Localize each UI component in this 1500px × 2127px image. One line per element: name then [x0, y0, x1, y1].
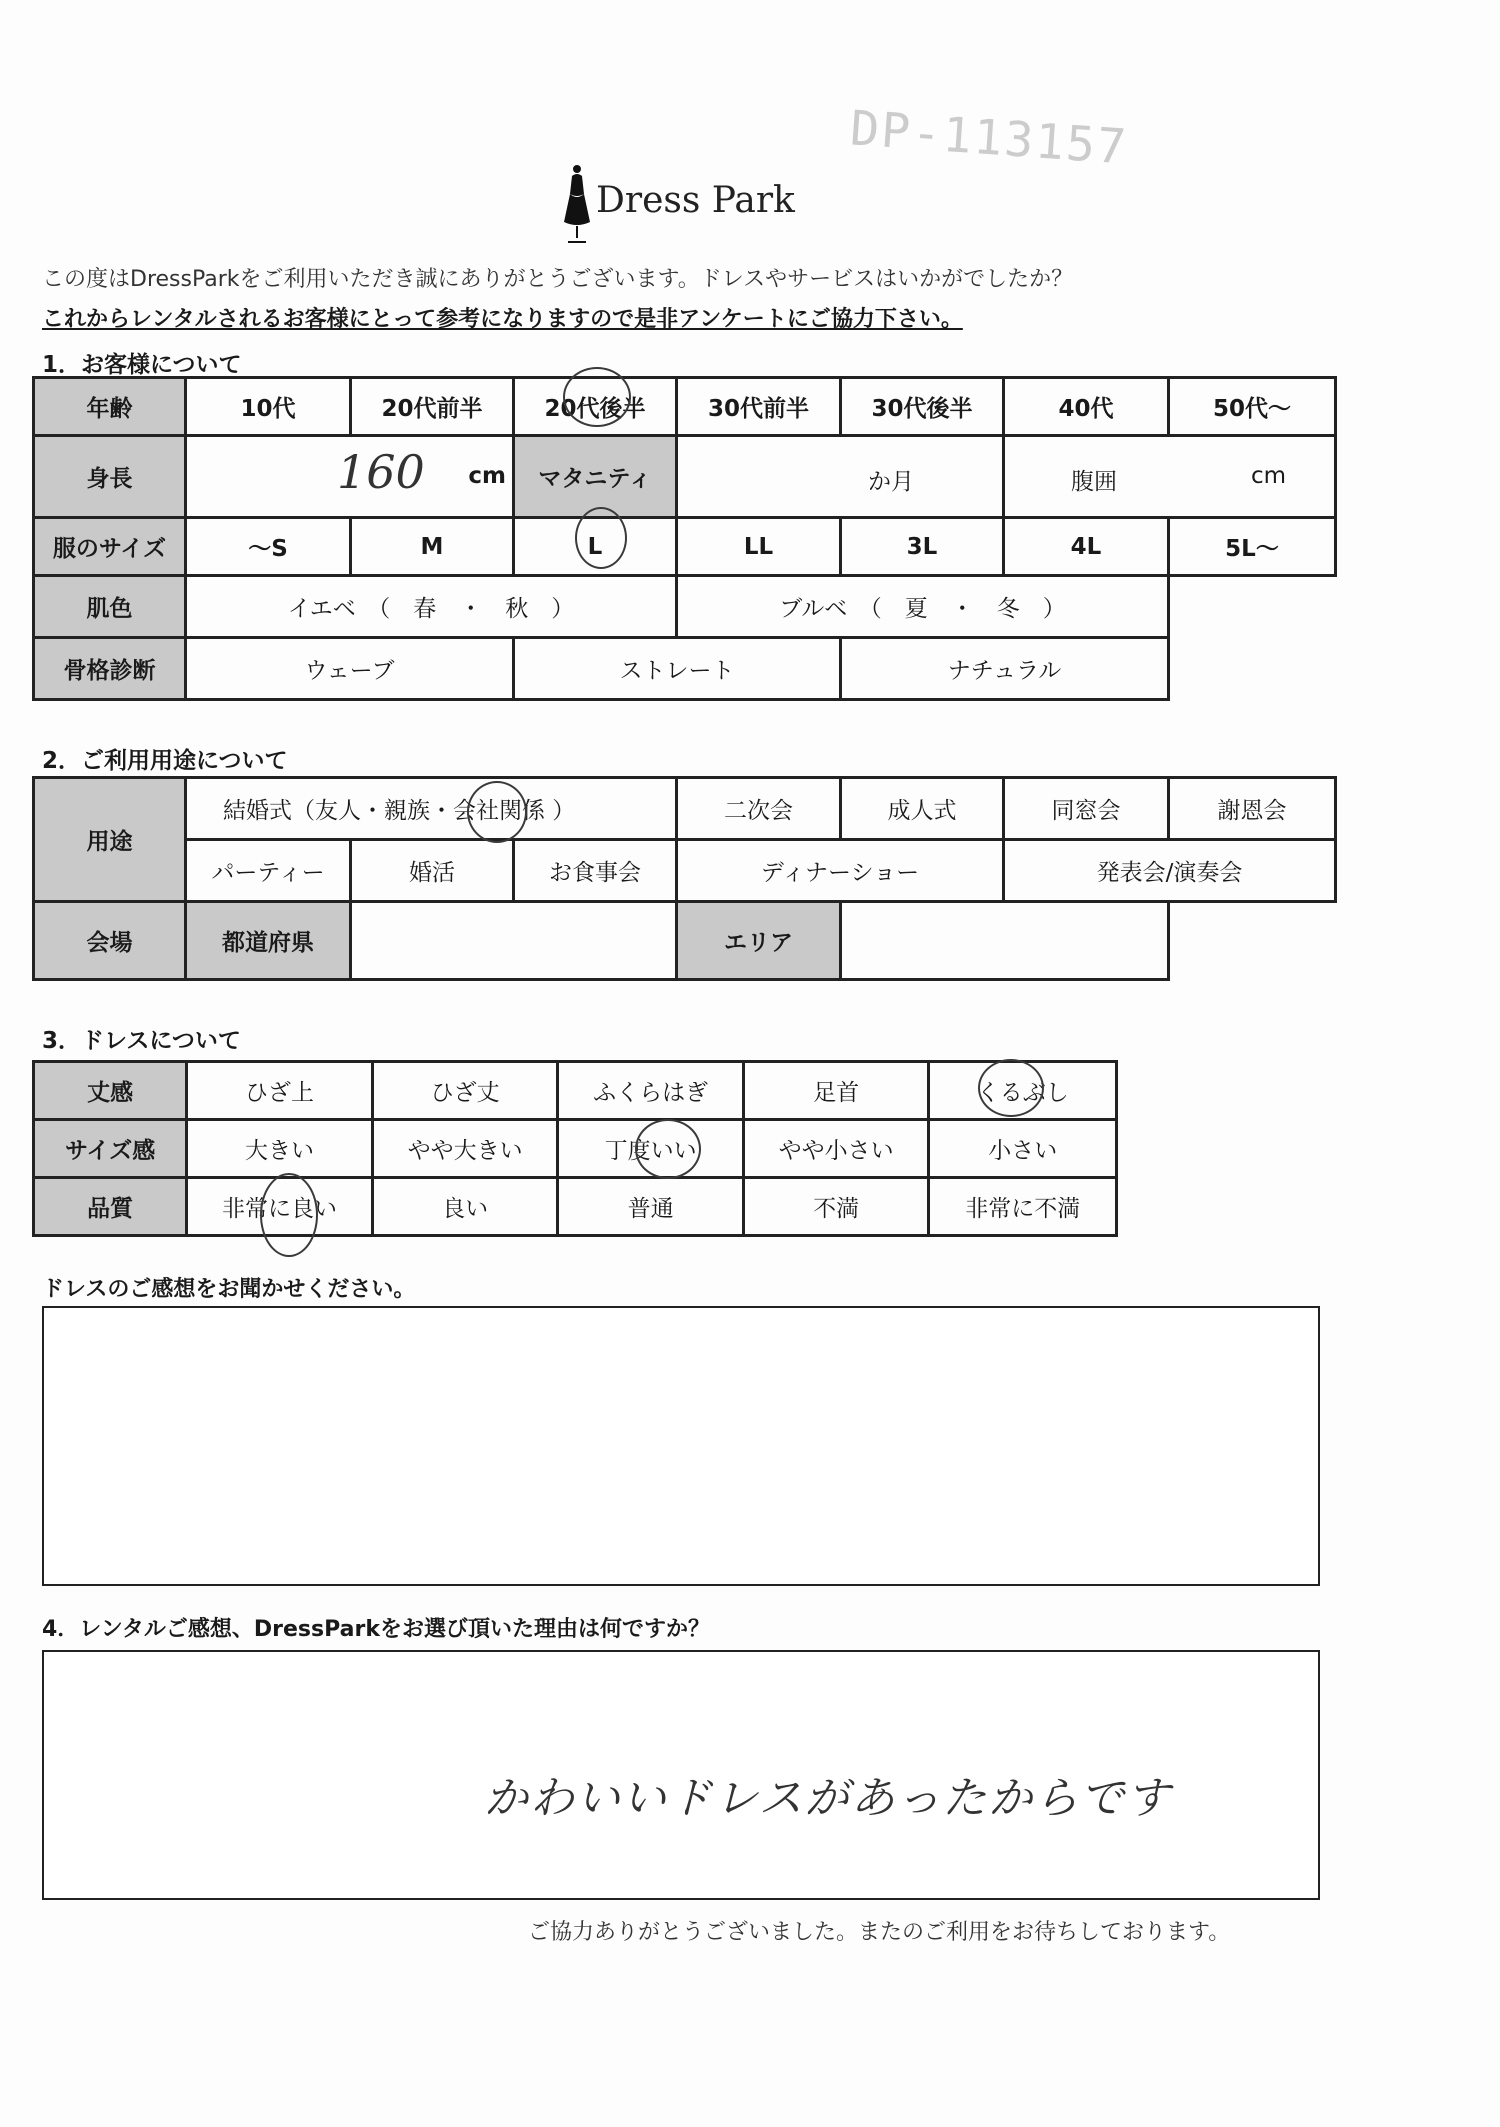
size-option-selected[interactable] — [514, 518, 677, 576]
wedding-label: 結婚式（ — [223, 798, 315, 824]
fit-option[interactable]: やや大きい — [372, 1120, 558, 1178]
size-option[interactable]: 3L — [841, 518, 1004, 576]
usage-row-1 — [34, 778, 1336, 840]
maternity-label: マタニティ — [514, 436, 677, 518]
length-row — [34, 1062, 1117, 1120]
length-option[interactable]: ひざ上 — [187, 1062, 373, 1120]
usage-option[interactable]: 同窓会 — [1004, 778, 1169, 840]
wedding-option[interactable] — [186, 778, 677, 840]
size-row — [34, 518, 1336, 576]
usage-option[interactable]: パーティー — [186, 840, 351, 902]
age-option-selected[interactable] — [514, 378, 677, 436]
length-option[interactable]: 足首 — [743, 1062, 929, 1120]
skin-label: 肌色 — [34, 576, 186, 638]
length-label: 丈感 — [34, 1062, 187, 1120]
quality-option-label: 非常に良い — [222, 1196, 338, 1222]
age-option-label: 20代後半 — [544, 396, 646, 422]
quality-option[interactable]: 不満 — [743, 1178, 929, 1236]
height-value: 160 — [337, 445, 425, 499]
age-label: 年齢 — [34, 378, 186, 436]
skin-blue-option[interactable]: ブルベ （ 夏 ・ 冬 ） — [677, 576, 1169, 638]
skin-row — [34, 576, 1336, 638]
height-label: 身長 — [34, 436, 186, 518]
usage-option[interactable]: 成人式 — [841, 778, 1004, 840]
length-option-selected[interactable] — [929, 1062, 1117, 1120]
usage-option[interactable]: ディナーショー — [677, 840, 1004, 902]
usage-option[interactable]: 二次会 — [677, 778, 841, 840]
usage-option[interactable]: 発表会/演奏会 — [1004, 840, 1336, 902]
quality-option[interactable]: 良い — [372, 1178, 558, 1236]
dresspark-logo — [560, 160, 800, 250]
quality-label: 品質 — [34, 1178, 187, 1236]
size-option[interactable]: 4L — [1004, 518, 1169, 576]
wedding-others: ・親族・会社関係 ） — [361, 798, 576, 824]
length-option[interactable]: ひざ丈 — [372, 1062, 558, 1120]
age-option[interactable]: 40代 — [1004, 378, 1169, 436]
prefecture-label: 都道府県 — [186, 902, 351, 980]
rental-comment-box[interactable] — [42, 1650, 1320, 1900]
usage-option[interactable]: お食事会 — [514, 840, 677, 902]
skeleton-option[interactable]: ウェーブ — [186, 638, 514, 700]
quality-option[interactable]: 普通 — [558, 1178, 744, 1236]
usage-option[interactable]: 謝恩会 — [1169, 778, 1336, 840]
maternity-months-field[interactable] — [677, 436, 1004, 518]
intro-request: これからレンタルされるお客様にとって参考になりますので是非アンケートにご協力下さい。 — [42, 307, 963, 332]
intro-text: この度はDressParkをご利用いただき誠にありがとうございます。ドレスやサービスはいかがでしたか？ — [42, 267, 1074, 292]
months-unit: か月 — [868, 469, 914, 495]
area-field[interactable] — [841, 902, 1169, 980]
height-row — [34, 436, 1336, 518]
friend-option[interactable]: 友人 — [315, 798, 361, 824]
age-row — [34, 378, 1336, 436]
quality-option[interactable]: 非常に不満 — [929, 1178, 1117, 1236]
logo-text: Dress Park — [596, 180, 795, 221]
section4-title: 4．レンタルご感想、DressParkをお選び頂いた理由は何ですか？ — [42, 1617, 710, 1642]
fit-option[interactable]: 小さい — [929, 1120, 1117, 1178]
age-option[interactable]: 30代後半 — [841, 378, 1004, 436]
venue-row — [34, 902, 1336, 980]
age-option[interactable]: 20代前半 — [351, 378, 514, 436]
dress-form-icon — [560, 164, 594, 244]
size-option[interactable]: 5L～ — [1169, 518, 1336, 576]
size-label: 服のサイズ — [34, 518, 186, 576]
quality-row — [34, 1178, 1117, 1236]
skeleton-option[interactable]: ナチュラル — [841, 638, 1169, 700]
age-option[interactable]: 10代 — [186, 378, 351, 436]
fit-option-label: 丁度いい — [604, 1138, 697, 1164]
age-option[interactable]: 50代～ — [1169, 378, 1336, 436]
usage-label: 用途 — [34, 778, 186, 902]
section3-title: 3．ドレスについて — [42, 1028, 241, 1054]
venue-label: 会場 — [34, 902, 186, 980]
size-option-label: L — [587, 533, 603, 560]
section1-title: 1．お客様について — [42, 352, 242, 378]
fit-label: サイズ感 — [34, 1120, 187, 1178]
rental-comment-text: かわいいドレスがあったからです — [484, 1773, 1172, 1824]
prefecture-field[interactable] — [351, 902, 677, 980]
skeleton-label: 骨格診断 — [34, 638, 186, 700]
length-option-label: くるぶし — [976, 1080, 1069, 1106]
age-option[interactable]: 30代前半 — [677, 378, 841, 436]
fit-option[interactable]: やや小さい — [743, 1120, 929, 1178]
size-option[interactable]: M — [351, 518, 514, 576]
quality-option-selected[interactable] — [187, 1178, 373, 1236]
skeleton-option[interactable]: ストレート — [514, 638, 841, 700]
usage-row-2 — [34, 840, 1336, 902]
size-option[interactable]: ～S — [186, 518, 351, 576]
usage-table — [32, 776, 1337, 981]
section2-title: 2．ご利用用途について — [42, 748, 288, 774]
height-field[interactable] — [186, 436, 514, 518]
height-unit: cm — [468, 463, 506, 489]
fit-option-selected[interactable] — [558, 1120, 744, 1178]
size-option[interactable]: LL — [677, 518, 841, 576]
usage-option[interactable]: 婚活 — [351, 840, 514, 902]
dress-table — [32, 1060, 1118, 1237]
waist-label: 腹囲 — [1071, 469, 1117, 495]
area-label: エリア — [677, 902, 841, 980]
customer-info-table — [32, 376, 1337, 701]
length-option[interactable]: ふくらはぎ — [558, 1062, 744, 1120]
waist-field[interactable] — [1004, 436, 1336, 518]
skin-yellow-option[interactable]: イエベ （ 春 ・ 秋 ） — [186, 576, 677, 638]
handwritten-id-stamp: DP-113157 — [848, 100, 1130, 176]
dress-comment-box[interactable] — [42, 1306, 1320, 1586]
fit-row — [34, 1120, 1117, 1178]
fit-option[interactable]: 大きい — [187, 1120, 373, 1178]
waist-unit: cm — [1250, 463, 1286, 489]
skeleton-row — [34, 638, 1336, 700]
footer-thanks: ご協力ありがとうございました。またのご利用をお待ちしております。 — [528, 1920, 1231, 1945]
comment-prompt: ドレスのご感想をお聞かせください。 — [42, 1277, 416, 1302]
